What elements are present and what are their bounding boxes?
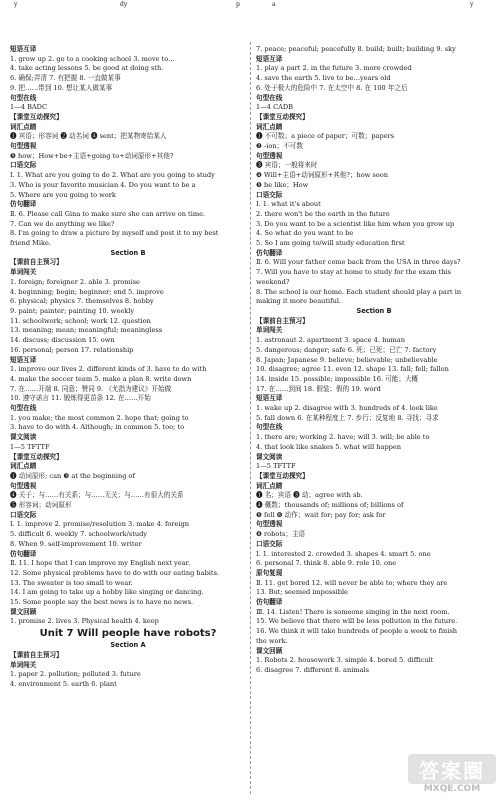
- section-heading: 短语互译: [10, 355, 37, 364]
- answer-line: ❺ be like；How: [256, 180, 309, 189]
- answer-line: ❽ robots；主语: [256, 530, 306, 539]
- section-heading: 仿句翻译: [256, 248, 283, 257]
- answer-line: 1. foreign; foreigner 2. able 3. promise: [10, 277, 140, 286]
- answer-line: 1. grow up 2. go to a cooking school 3. move to…: [10, 54, 175, 63]
- answer-line: 5. So I am going to/will study education first: [256, 239, 405, 248]
- section-heading: 短语互译: [10, 45, 37, 53]
- answer-line: 14. inside 15. possible; impossible 16. 可能；大概: [256, 374, 419, 383]
- answer-line: ❶ 动词原形; can ❸ at the beginning of: [10, 471, 135, 480]
- answer-line: ❷ -ion；不可数: [256, 142, 303, 151]
- answer-line: 7. Can we do anything we like?: [10, 219, 115, 228]
- answer-line: Ⅱ. 11. I hope that I can improve my English next year.: [10, 559, 191, 568]
- answer-line: 1. wake up 2. disagree with 3. hundreds of 4. look like: [256, 404, 438, 413]
- answer-line: ❺ 形容词；动词原形: [10, 501, 72, 510]
- answer-line: making it more beautiful.: [256, 297, 342, 306]
- answer-line: 10. 遵守诺言 11. 锻炼得更苗条 12. 在……开始: [10, 394, 151, 403]
- answer-line: Ⅰ. 1. What are you going to do 2. What are you going to study: [10, 171, 215, 180]
- section-heading: 句型透视: [256, 151, 283, 160]
- answer-line: 14. discuss; discussion 15. own: [10, 336, 115, 345]
- answer-line: 13. The sweater is too small to wear.: [10, 578, 133, 587]
- answer-line: 8. Japan; Japanese 9. believe; believable; unbelievable: [256, 355, 438, 364]
- watermark-url: MXQE.COM: [423, 784, 481, 794]
- answer-line: 1—4 BADC: [10, 103, 48, 112]
- answer-line: friend Mike.: [10, 239, 52, 248]
- section-heading: 句型在线: [256, 93, 283, 102]
- answer-line: 9. paint; painter; painting 10. weekly: [10, 306, 135, 315]
- answer-line: 17. 在……到间 18. 假装；假的 19. word: [256, 384, 381, 393]
- section-title: Section B: [356, 306, 392, 315]
- section-heading: 课文回顾: [256, 646, 283, 655]
- section-heading: 单词闯关: [10, 660, 37, 669]
- section-title: Section A: [110, 641, 146, 650]
- answer-line: 5. difficult 6. weekly 7. schoolwork/study: [10, 530, 148, 539]
- answer-line: 10. disagree; agree 11. even 12. shape 13. fall; fell; fallen: [256, 365, 449, 374]
- section-heading: 【课堂互动探究】: [256, 471, 309, 480]
- answer-line: 6. personal 7. think 8. able 9. role 10. one: [256, 559, 397, 568]
- answer-line: 3. Who is your favorite musician 4. Do you want to be a: [10, 180, 196, 189]
- section-heading: 【课前自主预习】: [10, 650, 63, 659]
- answer-line: 15. We believe that there will be less pollution in the future.: [256, 617, 458, 626]
- answer-line: 1. astronaut 2. apartment 3. space 4. human: [256, 336, 405, 345]
- section-heading: 口语交际: [256, 190, 283, 199]
- section-heading: 原句复现: [256, 568, 283, 577]
- answer-line: 13. meaning; mean; meaningful; meaningless: [10, 326, 163, 335]
- section-heading: 短语互译: [256, 54, 283, 63]
- answer-line: 4. environment 5. earth 6. plant: [10, 680, 117, 688]
- answer-line: ❺ how；How+be+主语+going to+动词原形+其他?: [10, 151, 174, 160]
- answer-line: 2. there won't be the earth in the future: [256, 209, 390, 218]
- section-heading: 词汇点睛: [10, 462, 37, 471]
- answer-line: 1. promise 2. lives 3. Physical health 4. keep: [10, 617, 159, 626]
- answer-line: ❸ 宾语；一般将来时: [256, 161, 318, 170]
- answer-line: 3. Do you want to be a scientist like him when you grow up: [256, 219, 455, 228]
- section-heading: 课文阅读: [256, 452, 283, 461]
- section-heading: 仿句翻译: [256, 598, 283, 607]
- unit-title: Unit 7 Will people have robots?: [39, 628, 217, 640]
- answer-line: Ⅰ. 1. interested 2. crowded 3. shapes 4. smart 5. one: [256, 549, 431, 558]
- answer-line: the work.: [256, 636, 288, 645]
- answer-line: 6. physical; physics 7. themselves 8. hobby: [10, 297, 154, 306]
- section-heading: 仿句翻译: [10, 549, 37, 558]
- section-heading: 仿句翻译: [10, 200, 37, 209]
- answer-line: 5. dangerous; danger; safe 6. 死；已死；已亡 7. factory: [256, 345, 437, 354]
- left-column: [10, 45, 246, 690]
- section-heading: 【课堂互动探究】: [10, 112, 63, 121]
- answer-line: 5. fall down 6. 在某种程度上 7. 步行；反复地 8. 寻找；寻求: [256, 413, 439, 422]
- section-heading: 【课前自主预习】: [256, 316, 309, 325]
- answer-line: 14. I am going to take up a hobby like singing or dancing.: [10, 588, 204, 597]
- cropped-top-strip: [0, 0, 498, 14]
- answer-line: ❹ Will+主语+动词原形+其他?；how soon: [256, 171, 388, 180]
- top-fragment: a: [272, 1, 276, 8]
- answer-line: 4. save the earth 5. live to be…years old: [256, 74, 391, 83]
- answer-line: 7. 在……开端 8. 同意；赞同 9. 《尤指为建议》开始做: [10, 384, 172, 393]
- answer-line: 4. take acting lessons 5. be good at doing sth.: [10, 64, 164, 73]
- answer-line: 1. you make; the most common 2. hope that; going to: [10, 413, 189, 422]
- section-heading: 单词闯关: [256, 326, 283, 335]
- answer-line: Ⅰ. 1. what it's about: [256, 200, 321, 209]
- answer-line: ❶ 不可数；a piece of paper；可数；papers: [256, 132, 395, 141]
- answer-line: 16. personal; person 17. relationship: [10, 345, 134, 354]
- answer-line: 5. Where are you going to work: [10, 190, 116, 199]
- section-title: Section B: [110, 248, 146, 257]
- section-heading: 单词闯关: [10, 268, 37, 277]
- answer-line: 1—5 TFTTF: [256, 462, 296, 471]
- answer-line: Ⅰ. 1. improve 2. promise/resolution 3. make 4. foreign: [10, 520, 190, 529]
- section-heading: 句型透视: [256, 520, 283, 529]
- column-divider: [250, 42, 251, 794]
- top-fragment: y: [14, 1, 18, 8]
- answer-line: 1. Robots 2. housework 3. simple 4. bored 5. difficult: [256, 656, 434, 665]
- answer-line: 6. 确保;弄清 7. 有把握 8. 一直做某事: [10, 74, 121, 83]
- answer-line: 13. But; seemed impossible: [256, 588, 348, 597]
- right-column: [256, 45, 492, 676]
- answer-line: 1. improve our lives 2. different kinds of 3. have to do with: [10, 365, 207, 374]
- answer-line: ❹ 概数；thousands of; millions of; billions of: [256, 501, 404, 510]
- answer-line: 1—5 TFTTF: [10, 442, 50, 451]
- top-fragment: y: [470, 1, 474, 8]
- answer-line: 12. Some physical problems have to do with our eating habits.: [10, 568, 220, 577]
- answer-line: 4. that look like snakes 5. what will happen: [256, 442, 402, 451]
- answer-line: 7. peace; peaceful; peacefully 8. build; built; building 9. sky: [256, 45, 456, 53]
- answer-line: 11. schoolwork; school; work 12. question: [10, 316, 151, 325]
- section-heading: 句型透视: [10, 481, 37, 490]
- section-heading: 词汇点睛: [256, 122, 283, 131]
- answer-line: 8. The school is our home. Each student should play a part in: [256, 287, 462, 296]
- section-heading: 句型在线: [10, 404, 37, 413]
- watermark-logo: [408, 754, 496, 798]
- answer-line: 8. When 9. self-improvement 10. writer: [10, 539, 142, 548]
- section-heading: 【课堂互动探究】: [10, 452, 63, 461]
- section-heading: 【课前自主预习】: [10, 258, 63, 267]
- answer-line: Ⅱ. 6. Will your father come back from the USA in three days?: [256, 258, 461, 267]
- section-heading: 【课堂互动探究】: [256, 112, 309, 121]
- answer-line: 4. make the soccer team 5. make a plan 8. write down: [10, 374, 192, 383]
- answer-line: 4. beginning; begin; beginner; end 5. improve: [10, 287, 164, 296]
- section-heading: 词汇点睛: [256, 481, 283, 490]
- answer-line: ❶ 宾语；形容词 ❷ 动名词 ❹ sent；把某物寄给某人: [10, 132, 167, 141]
- section-heading: 词汇点睛: [10, 122, 37, 131]
- section-heading: 课文回顾: [10, 607, 37, 616]
- answer-line: 1—4 CADB: [256, 103, 294, 112]
- answer-line: 7. Will you have to stay at home to study for the exam this: [256, 268, 451, 277]
- answer-line: 6. disagree 7. different 8. animals: [256, 666, 370, 674]
- answer-line: 1. there are; working 2. have; will 3. will; be able to: [256, 433, 430, 442]
- answer-line: 6. 处于极大的危险中 7. 在太空中 8. 在 100 年之后: [256, 83, 408, 92]
- answer-line: 1. play a part 2. in the future 3. more crowded: [256, 64, 412, 73]
- section-heading: 句型在线: [10, 93, 37, 102]
- top-fragment: p: [236, 1, 240, 8]
- answer-line: ❶ 名；宾语 ❸ 动；agree with sb.: [256, 491, 363, 500]
- section-heading: 口语交际: [256, 539, 283, 548]
- answer-line: 8. I'm going to draw a picture by myself and post it to my best: [10, 229, 219, 238]
- answer-line: weekend?: [256, 277, 290, 286]
- answer-line: 15. Some people say the best news is to have no news.: [10, 598, 194, 607]
- top-fragment: dy: [120, 1, 128, 8]
- answer-line: Ⅲ. 14. Listen! There is someone singing in the next room.: [256, 607, 450, 616]
- section-heading: 句型在线: [256, 423, 283, 432]
- answer-line: 1. paper 2. pollution; polluted 3. future: [10, 670, 141, 679]
- answer-line: 16. We think it will take hundreds of people a week to finish: [256, 627, 457, 636]
- section-heading: 课文阅读: [10, 433, 37, 442]
- section-heading: 口语交际: [10, 161, 37, 170]
- answer-line: Ⅱ. 11. get bored 12. will never be able to; where they are: [256, 578, 448, 587]
- answer-line: 3. have to do with 4. Although; in common 5. too; to: [10, 423, 185, 432]
- section-heading: 口语交际: [10, 510, 37, 519]
- answer-line: ❺ fell ❻ 动作；wait for; pay for; ask for: [256, 510, 386, 519]
- answer-line: Ⅱ. 6. Please call Gina to make sure she can arrive on time.: [10, 209, 206, 218]
- answer-line: 4. So what do you want to be: [256, 229, 354, 238]
- answer-line: 9. 把……带到 10. 想让某人做某事: [10, 83, 113, 92]
- watermark-text: 答案圈: [419, 758, 485, 783]
- section-heading: 句型透视: [10, 142, 37, 151]
- answer-line: ❹ 关于；与……有关系；与……无关；与……有很大的关系: [10, 491, 184, 500]
- section-heading: 短语互译: [256, 394, 283, 403]
